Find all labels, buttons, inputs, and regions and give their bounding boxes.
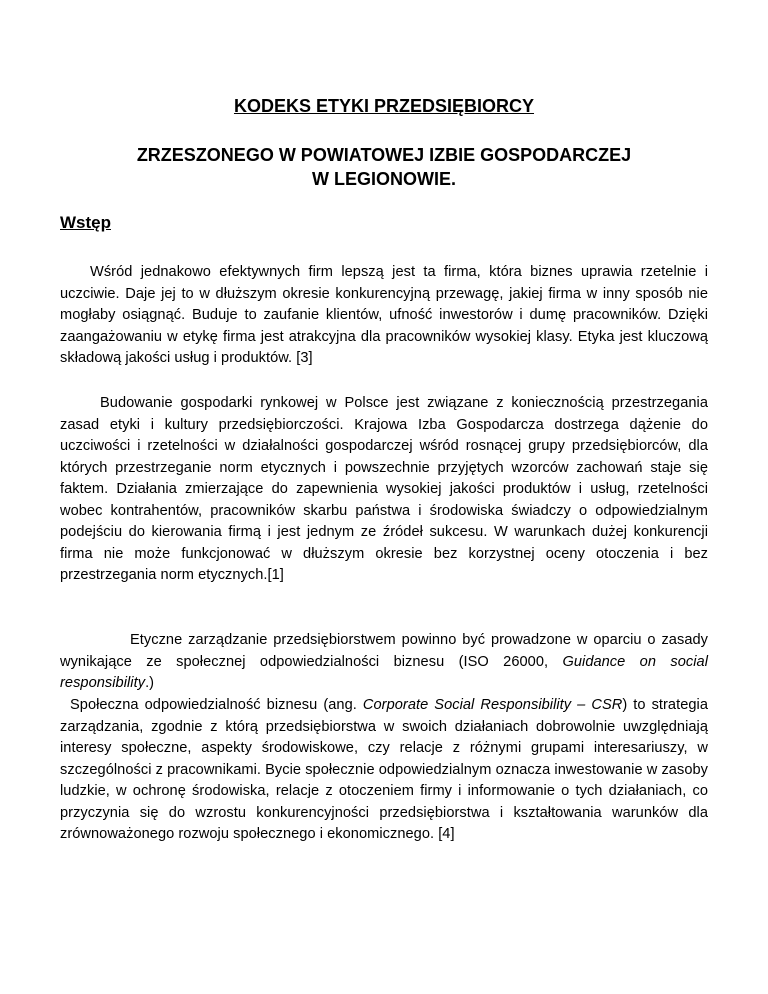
paragraph-3-text: Etyczne zarządzanie przedsiębiorstwem powinno być prowadzone w oparciu o zasady wynikające ze społecznej odpowiedzialności biznesu (ISO 26000, [60, 632, 708, 670]
subtitle-line-1: ZRZESZONEGO W POWIATOWEJ IZBIE GOSPODARCZEJ [136, 145, 632, 165]
section-heading-intro: Wstęp [60, 213, 111, 232]
paragraph-4-text: ) to strategia zarządzania, zgodnie z którą przedsiębiorstwa w swoich działaniach dobrowolnie uwzględniają interesy społeczne, aspekty środowiskowe, czy relacje z różnymi grupami interesariuszy, w szczególności z pracownikami. Bycie społecznie odpowiedzialnym oznacza inwestowanie w zasoby ludzkie, w ochronę środowiska, relacje z otoczeniem firmy i informowanie o tych działaniach, co przyczynia się do wzrostu konkurencyjności przedsiębiorstwa i kształtowania warunków dla zrównoważonego rozwoju społecznego i ekonomicznego. [4] [60, 697, 708, 842]
subtitle-line-2: W LEGIONOWIE. [312, 169, 456, 189]
paragraph-2: Budowanie gospodarki rynkowej w Polsce jest związane z koniecznością przestrzegania zasad etyki i kultury przedsiębiorczości. Krajowa Izba Gospodarcza dostrzega dążenie do uczciwości i rzetelności w działalności gospodarczej wśród rosnącej grupy przedsiębiorców, dla których przestrzeganie norm etycznych i powszechnie przyjętych wzorców zachowań staje się faktem. Działania zmierzające do zapewnienia wysokiej jakości produktów i usług, rzetelności wobec kontrahentów, pracowników skarbu państwa i środowiska świadczy o odpowiedzialnym podejściu do kierowania firmą i jest jednym ze źródeł sukcesu. W warunkach dużej konkurencji firma nie może funkcjonować w dłuższym okresie bez korzystnej oceny otoczenia i bez przestrzegania norm etycznych.[1] [60, 395, 708, 583]
paragraph-3-end: .) [145, 675, 155, 691]
paragraph-4-italic-csr-full: Corporate Social Responsibility – [362, 697, 586, 713]
paragraph-4-italic-csr: CSR [591, 697, 623, 713]
paragraph-4-start: Społeczna odpowiedzialność biznesu (ang. [70, 697, 363, 713]
paragraph-3 [60, 630, 708, 695]
document-page [60, 0, 708, 994]
paragraph-3-italic: Guidance on social responsibility [60, 653, 708, 691]
paragraph-4 [60, 695, 708, 846]
paragraph-1: Wśród jednakowo efektywnych firm lepszą jest ta firma, która biznes uprawia rzetelnie i uczciwie. Daje jej to w dłuższym okresie konkurencyjną przewagę, jakiej firma w inny sposób nie mogłaby osiągnąć. Buduje to zaufanie klientów, ufność inwestorów i dumę pracowników. Dzięki zaangażowaniu w etykę firma jest atrakcyjna dla pracowników wysokiej klasy. Etyka jest kluczową składową jakości usług i produktów. [3] [60, 264, 708, 366]
document-subtitle [60, 143, 708, 191]
document-title: KODEKS ETYKI PRZEDSIĘBIORCY [233, 96, 535, 116]
